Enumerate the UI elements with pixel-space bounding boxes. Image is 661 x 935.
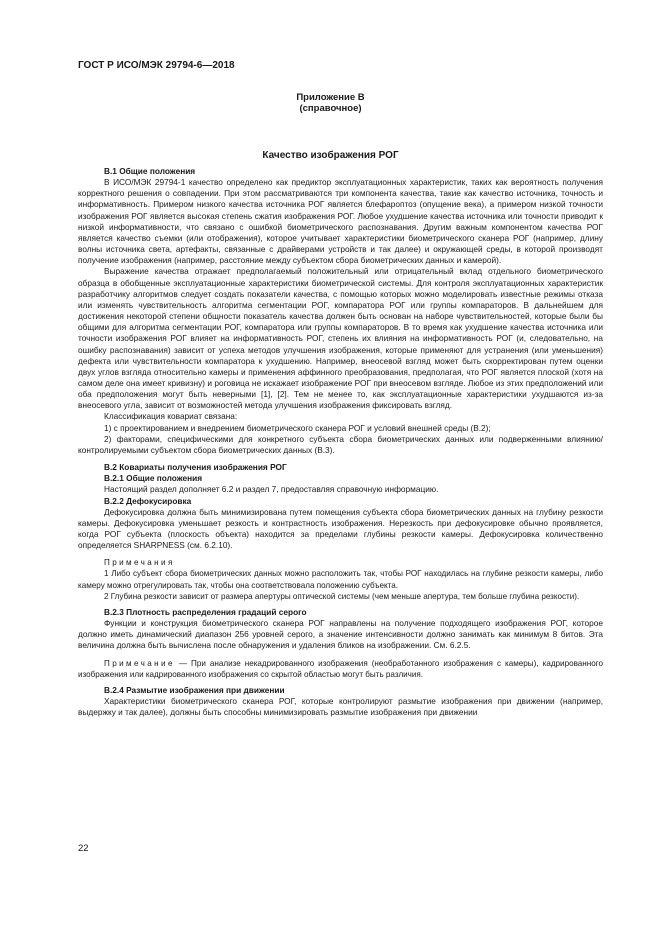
appendix-label: Приложение В — [296, 92, 365, 103]
note-item: 1 Либо субъект сбора биометрических данных можно расположить так, чтобы РОГ находилась на глубине резкости камеры, либо камеру можно отрегулировать так, чтобы она соответствовала положению субъекта. — [78, 569, 603, 590]
notes-block — [78, 557, 603, 602]
note-text: — При анализе некадрированного изображения (необработанного изображения с камеры), кадрированного изображения или кадрированного изображения со скрытой областью могут быть различия. — [78, 658, 603, 679]
paragraph: Классификация ковариат связана: — [104, 411, 238, 422]
page-number: 22 — [78, 843, 89, 854]
subsection-heading-b24: В.2.4 Размытие изображения при движении — [104, 684, 285, 695]
notes-label: Примечания — [104, 558, 175, 568]
document-body — [78, 166, 603, 718]
document-header: ГОСТ Р ИСО/МЭК 29794-6—2018 — [78, 60, 235, 71]
note-block — [78, 658, 603, 680]
subsection-heading-b21: В.2.1 Общие положения — [104, 473, 203, 484]
paragraph: Настоящий раздел дополняет 6.2 и раздел 7, предоставляя справочную информацию. — [104, 484, 439, 495]
section-heading-b2: В.2 Ковариаты получения изображения РОГ — [104, 462, 287, 473]
subsection-heading-b23: В.2.3 Плотность распределения градаций серого — [104, 606, 307, 617]
note-item: 2 Глубина резкости зависит от размера апертуры оптической системы (чем меньше апертура, тем больше глубина резкости). — [104, 591, 580, 601]
section-heading-b1: В.1 Общие положения — [104, 166, 196, 176]
subsection-heading-b22: В.2.2 Дефокусировка — [104, 495, 192, 506]
list-item: 1) с проектированием и внедрением биометрического сканера РОГ и условий внешней среды (В.2); — [104, 422, 491, 433]
appendix-type: (справочное) — [299, 103, 362, 114]
paragraph: Дефокусировка должна быть минимизирована путем помещения субъекта сбора биометрических данных на глубину резкости камеры. Дефокусировка уменьшает резкость и контрастность изображения. Нерезкость при дефокусировке обычно проявляется, когда РОГ субъекта (плоскость объекта) находится за пределами глубины резкости камеры. Дефокусировка количественно определяется SHARPNESS (см. 6.2.10). — [78, 506, 603, 551]
appendix-title: Качество изображения РОГ — [262, 150, 399, 161]
list-item: 2) факторами, специфическими для конкретного субъекта сбора биометрических данных или подверженными влиянию/контролируемыми субъектом сбора биометрических данных (В.3). — [78, 433, 603, 455]
paragraph: Функции и конструкция биометрического сканера РОГ направлены на получение подходящего изображения РОГ, которое должно иметь динамический диапазон 256 уровней серого, а значение интенсивности должно занимать как минимум 8 битов. Эта величина должна быть вычислена после обнаружения и удаления бликов на изображении. См. 6.2.5. — [78, 618, 603, 651]
paragraph: Характеристики биометрического сканера РОГ, которые контролируют размытие изображения при движении (например, выдержку и так далее), должны быть способны минимизировать размытие изображения при движении — [78, 696, 603, 718]
appendix-heading — [0, 92, 661, 114]
note-label: Примечание — [104, 658, 175, 668]
paragraph: Выражение качества отражает предполагаемый положительный или отрицательный вклад отдельного биометрического образца в обобщенные эксплуатационные характеристики биометрической системы. Для контроля эксплуатационных характеристик разработчику алгоритмов следует создать показатели качества, с помощью которых можно моделировать известные режимы отказа или изменять чувствительность алгоритма сегментации РОГ, компаратора РОГ или группы компараторов. В дальнейшем для достижения некоторой степени общности показатель качества должен быть основан на наборе чувствительностей, которые были бы общими для алгоритма сегментации РОГ, компаратора или группы компараторов. В то время как ухудшение качества источника или точности изображения РОГ влияет на информативность РОГ, степень их влияния на информативность РОГ (и, следовательно, на ошибку распознавания) зависит от успеха методов улучшения изображения, которые применяют для устранения (или уменьшения) дефекта или чувствительности компаратора к ухудшению. Например, внеосевой взгляд может быть скорректирован путем оценки двух углов взгляда относительно камеры и применения аффинного преобразования, предполагая, что РОГ является плоской (хотя на самом деле она имеет кривизну) и роговица не искажает изображение РОГ при внеосевом взгляде. Любое из этих предположений или оба предположения могут быть неверными [1], [2]. Тем не менее то, как эксплуатационные характеристики ухудшаются из-за внеосевого угла, зависит от возможностей метода улучшения изображения фиксировать взгляд. — [78, 266, 603, 411]
paragraph: В ИСО/МЭК 29794-1 качество определено как предиктор эксплуатационных характеристик, таких как вероятность получения корректного решения о совпадении. При этом рассматриваются три компонента качества, такие как качество источника, точность и информативность. Примером низкого качества источника РОГ является блефароптоз (опущение века), а примером низкой точности изображения РОГ является высокая степень сжатия изображения РОГ. Любое ухудшение качества источника или точности приводит к низкой информативности, что связано с ошибкой биометрического распознавания. Другим важным компонентом качества РОГ является качество съемки (или отображения), которое учитывает характеристики биометрического сканера РОГ (например, длину волны источника света, артефакты, связанные с драйверами устройств и так далее) и окружающей среды, в которой производят получение изображения (например, расстояние между субъектом сбора биометрических данных и камерой). — [78, 177, 603, 266]
